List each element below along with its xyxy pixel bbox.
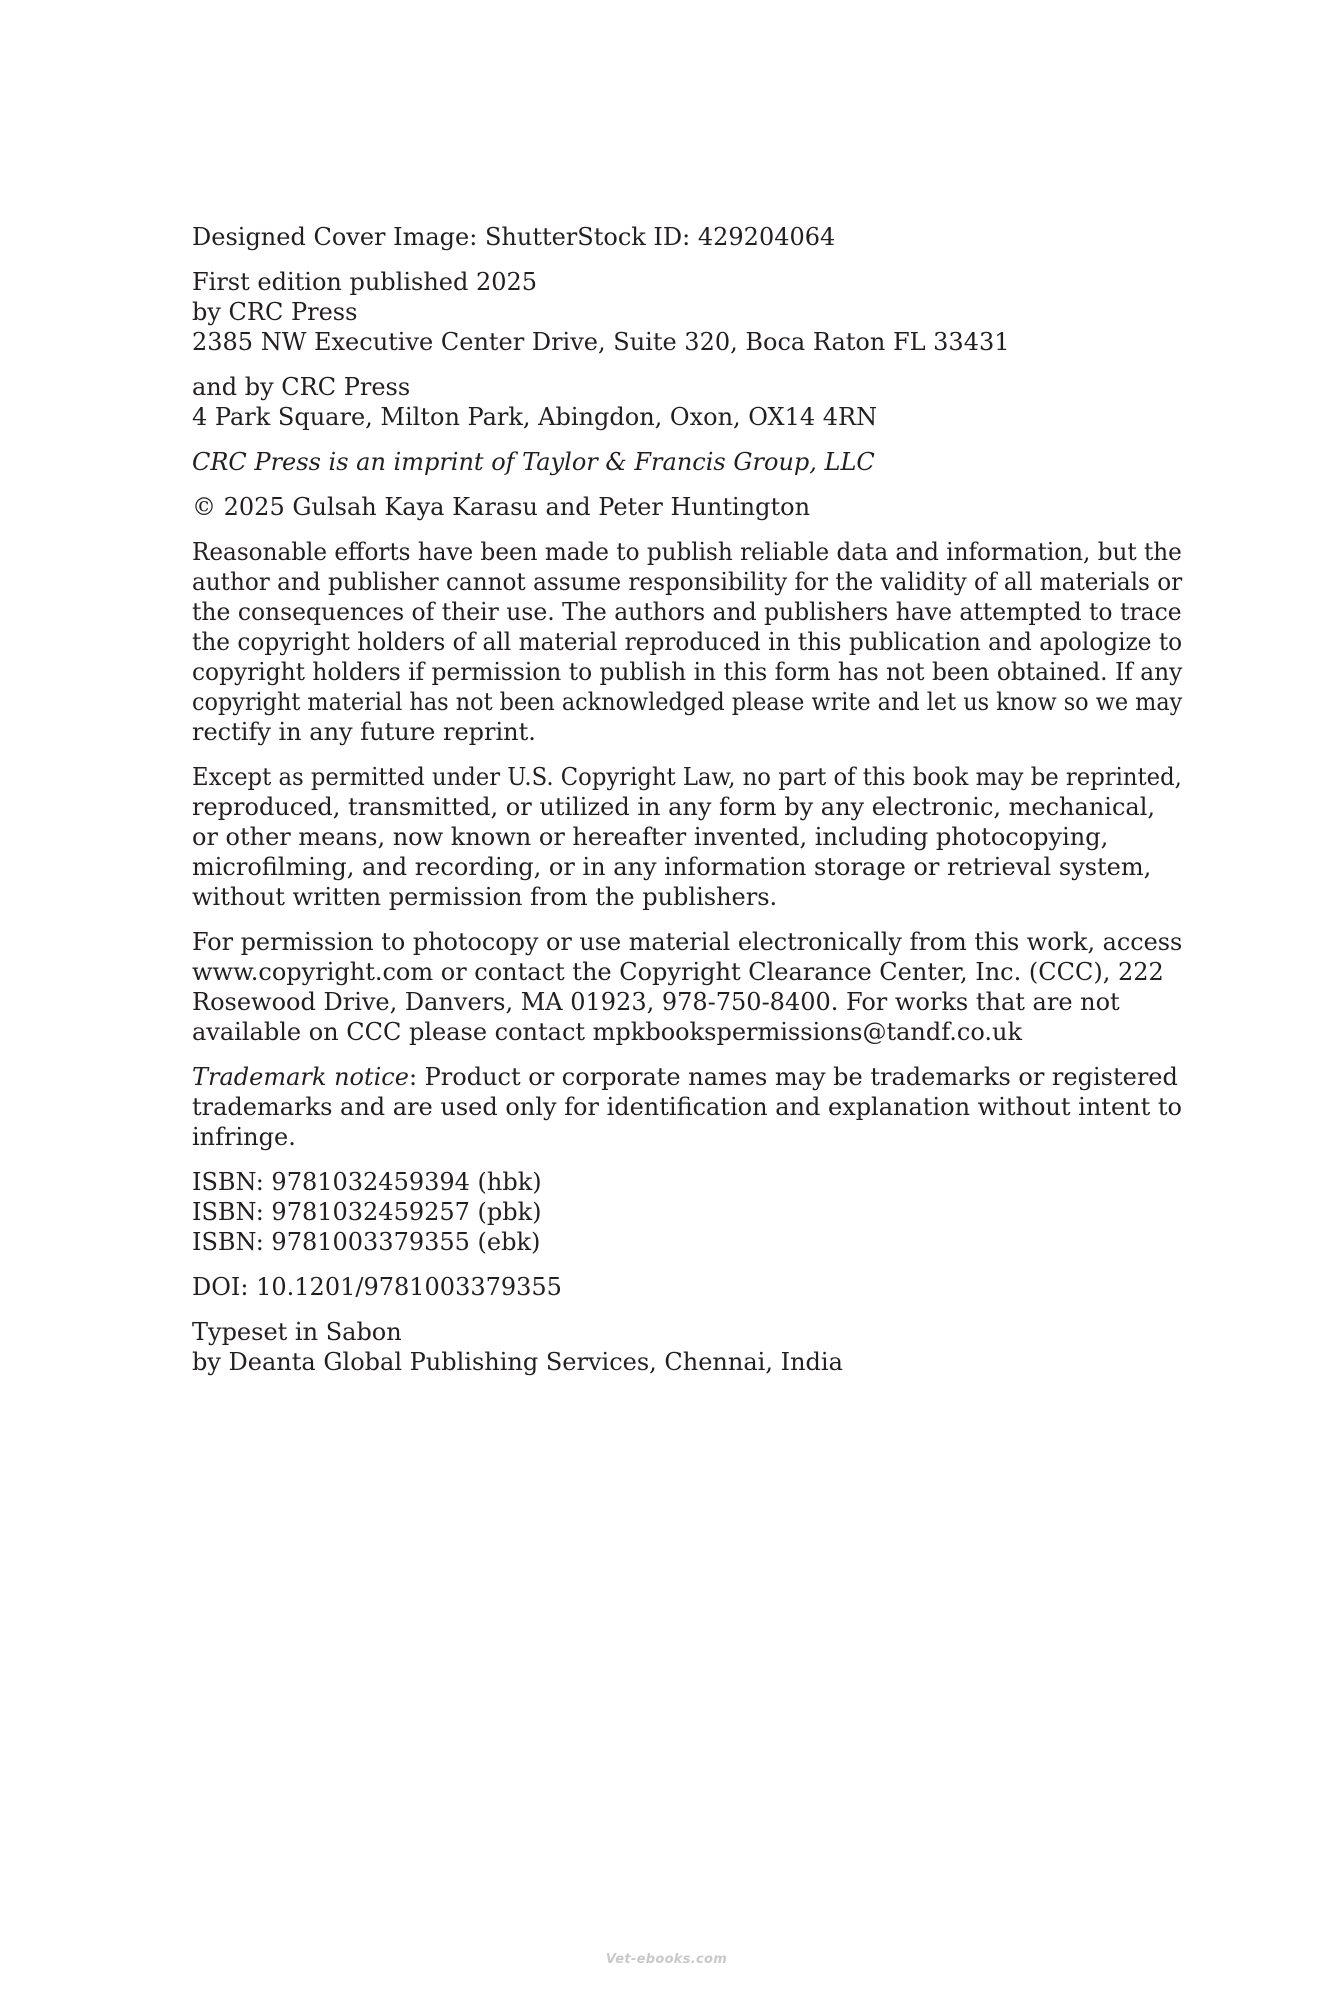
rights-line: or other means, now known or hereafter invented, including photocopying, (192, 823, 1109, 851)
rights-line: reproduced, transmitted, or utilized in any form by any electronic, mechanical, (192, 793, 1155, 821)
doi-block (192, 1272, 1182, 1302)
trademark-label: Trademark notice (192, 1063, 409, 1091)
rights-line: Except as permitted under U.S. Copyright Law, no part of this book may be reprinted, (192, 763, 1182, 791)
trademark-line: trademarks and are used only for identification and explanation without intent to (192, 1093, 1182, 1121)
imprint-statement (192, 447, 1182, 477)
disclaimer-line: the copyright holders of all material reproduced in this publication and apologize to (192, 628, 1183, 656)
typeset-line: by Deanta Global Publishing Services, Chennai, India (192, 1348, 843, 1376)
permission-paragraph (192, 927, 1182, 1047)
watermark-logo: Vet-ebooks.com (605, 1952, 728, 1967)
disclaimer-line: copyright material has not been acknowledged please write and let us know so we may (192, 688, 1183, 716)
copyright-page (192, 222, 1182, 1392)
edition-line: First edition published 2025 (192, 268, 538, 296)
publisher-line-uk: and by CRC Press (192, 373, 411, 401)
disclaimer-paragraph (192, 537, 1182, 747)
typeset-line: Typeset in Sabon (192, 1318, 402, 1346)
disclaimer-line: author and publisher cannot assume responsibility for the validity of all materials or (192, 568, 1183, 596)
isbn-block (192, 1167, 1182, 1257)
disclaimer-line: rectify in any future reprint. (192, 718, 536, 746)
typeset-block (192, 1317, 1182, 1377)
doi-text: DOI: 10.1201/9781003379355 (192, 1273, 562, 1301)
permission-line: available on CCC please contact mpkbookspermissions@tandf.co.uk (192, 1018, 1022, 1046)
isbn-hbk: ISBN: 9781032459394 (hbk) (192, 1168, 542, 1196)
publisher-line: by CRC Press (192, 298, 358, 326)
isbn-ebk: ISBN: 9781003379355 (ebk) (192, 1228, 541, 1256)
publication-info (192, 267, 1182, 357)
copyright-statement (192, 492, 1182, 522)
publication-info-uk (192, 372, 1182, 432)
copyright-text: © 2025 Gulsah Kaya Karasu and Peter Huntington (192, 493, 811, 521)
publisher-address-uk: 4 Park Square, Milton Park, Abingdon, Oxon, OX14 4RN (192, 403, 878, 431)
permission-line: For permission to photocopy or use material electronically from this work, access (192, 928, 1183, 956)
trademark-line: infringe. (192, 1123, 296, 1151)
cover-image-credit-text: Designed Cover Image: ShutterStock ID: 429204064 (192, 223, 836, 251)
permission-line: Rosewood Drive, Danvers, MA 01923, 978-750-8400. For works that are not (192, 988, 1120, 1016)
rights-line: microfilming, and recording, or in any information storage or retrieval system, (192, 853, 1152, 881)
permission-line: www.copyright.com or contact the Copyright Clearance Center, Inc. (CCC), 222 (192, 958, 1164, 986)
trademark-paragraph (192, 1062, 1182, 1152)
isbn-pbk: ISBN: 9781032459257 (pbk) (192, 1198, 542, 1226)
disclaimer-line: the consequences of their use. The authors and publishers have attempted to trace (192, 598, 1182, 626)
trademark-text: : Product or corporate names may be trademarks or registered (408, 1063, 1178, 1091)
rights-paragraph (192, 762, 1182, 912)
trademark-line (192, 1062, 1182, 1092)
imprint-text: CRC Press is an imprint of Taylor & Francis Group, LLC (192, 448, 875, 476)
rights-line: without written permission from the publishers. (192, 883, 778, 911)
disclaimer-line: copyright holders if permission to publish in this form has not been obtained. If any (192, 658, 1183, 686)
publisher-address-us: 2385 NW Executive Center Drive, Suite 320, Boca Raton FL 33431 (192, 328, 1010, 356)
disclaimer-line: Reasonable efforts have been made to publish reliable data and information, but the (192, 538, 1182, 566)
cover-image-credit (192, 222, 1182, 252)
